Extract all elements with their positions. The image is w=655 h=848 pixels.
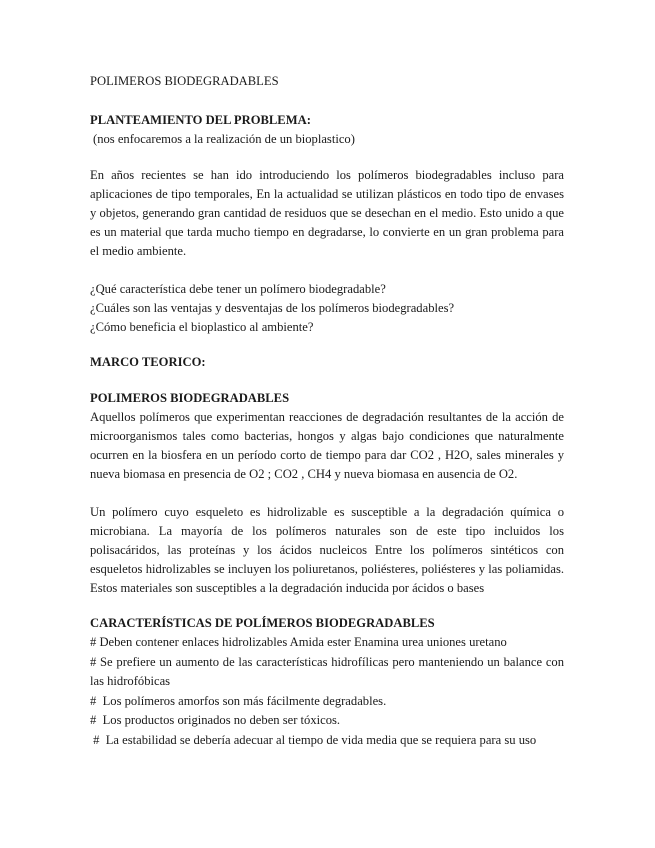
question-item: ¿Cómo beneficia el bioplastico al ambiente?	[90, 320, 314, 334]
section-paragraph: Aquellos polímeros que experimentan reacciones de degradación resultantes de la acción de microorganismos tales como bacterias, hongos y algas bajo condiciones que naturalmente ocurren en la biosfera en un período corto de tiempo para dar CO2 , H2O, sales minerales y nueva biomasa en presencia de O2 ; CO2 , CH4 y nueva biomasa en ausencia de O2.	[90, 410, 564, 481]
list-item: # Los polímeros amorfos son más fácilmente degradables.	[90, 693, 387, 708]
section-heading-polymers: POLIMEROS BIODEGRADABLES	[90, 391, 290, 405]
question-item: ¿Cuáles son las ventajas y desventajas de los polímeros biodegradables?	[90, 301, 455, 315]
intro-paragraph: En años recientes se han ido introduciendo los polímeros biodegradables incluso para aplicaciones de tipo temporales, En la actualidad se utilizan plásticos en todo tipo de envases y objetos, generando gran cantidad de residuos que se desechan en el medio. Esto unido a que es un material que tarda mucho tiempo en degradarse, lo convierte en un gran problema para el medio ambiente.	[90, 168, 564, 258]
section-heading-characteristics: CARACTERÍSTICAS DE POLÍMEROS BIODEGRADABLES	[90, 616, 435, 630]
document-page	[90, 72, 564, 750]
list-item: # Deben contener enlaces hidrolizables Amida ester Enamina urea uniones uretano	[90, 635, 507, 649]
questions-list	[90, 280, 564, 337]
problem-heading: PLANTEAMIENTO DEL PROBLEMA:	[90, 113, 311, 127]
list-item: # La estabilidad se debería adecuar al tiempo de vida media que se requiera para su uso	[90, 732, 537, 747]
question-item: ¿Qué característica debe tener un polímero biodegradable?	[90, 282, 386, 296]
problem-note: (nos enfocaremos a la realización de un bioplastico)	[93, 132, 355, 146]
list-item: # Los productos originados no deben ser tóxicos.	[90, 713, 341, 727]
section-paragraph: Un polímero cuyo esqueleto es hidrolizable es susceptible a la degradación química o microbiana. La mayoría de los polímeros naturales son de este tipo incluidos los polisacáridos, las proteínas y los ácidos nucleicos Entre los polímeros sintéticos con esqueletos hidrolizables se incluyen los poliuretanos, poliésteres, poliésteres y las poliamidas. Estos materiales son susceptibles a la degradación inducida por ácidos o bases	[90, 505, 564, 595]
characteristics-list	[90, 633, 564, 750]
theory-heading: MARCO TEORICO:	[90, 355, 206, 369]
list-item: # Se prefiere un aumento de las características hidrofílicas pero manteniendo un balance con las hidrofóbicas	[90, 654, 564, 688]
document-title: POLIMEROS BIODEGRADABLES	[90, 74, 279, 88]
